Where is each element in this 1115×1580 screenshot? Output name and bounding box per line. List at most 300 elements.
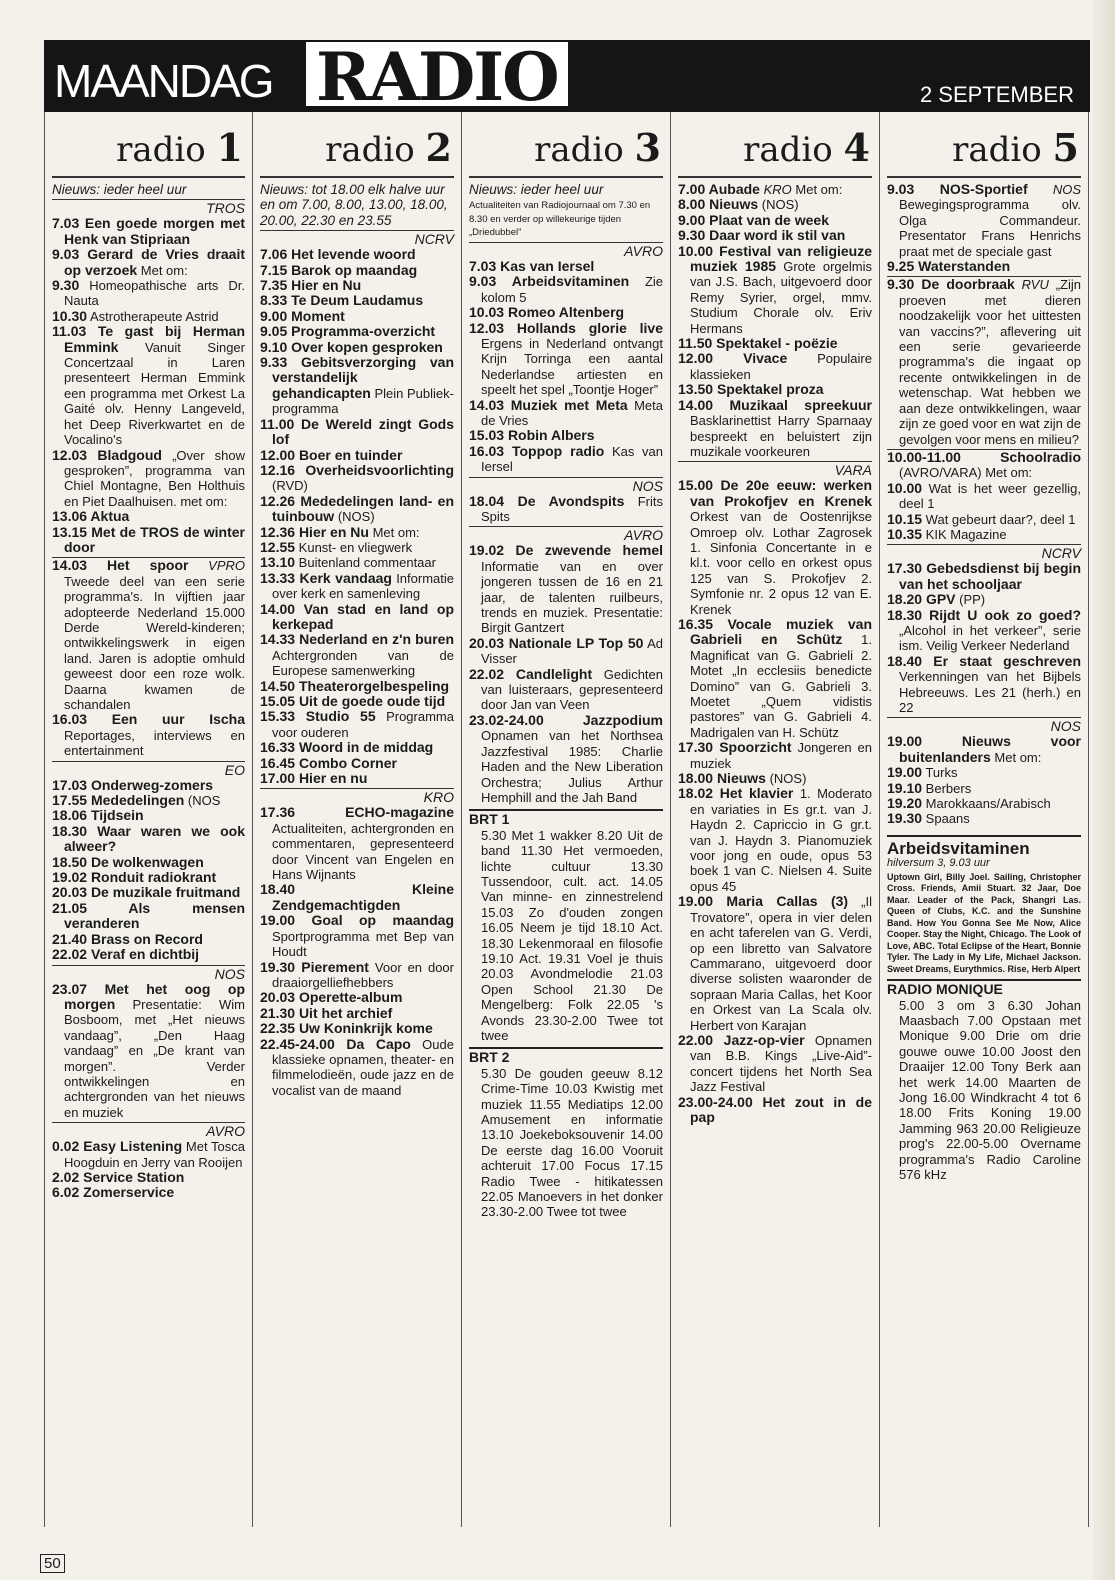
broadcaster-label: NOS xyxy=(887,717,1081,734)
program-broadcaster: RVU xyxy=(1021,277,1049,293)
program-time: 21.05 xyxy=(52,899,88,916)
program-entry xyxy=(678,739,873,771)
program-time: 6.02 xyxy=(52,1184,80,1201)
program-broadcaster: VPRO xyxy=(208,558,245,574)
program-title: Een goede morgen met Henk van Stipriaan xyxy=(64,215,245,247)
program-time: 14.33 xyxy=(260,631,296,648)
program-time: 13.50 xyxy=(678,381,714,398)
program-description: Ergens in Nederland ontvangt Krijn Torringa een aantal Nederlandse artiesten en speelt het spel „Toontje Hoger” xyxy=(481,335,663,398)
program-heading xyxy=(887,276,1015,292)
program-time: 18.40 xyxy=(260,881,296,898)
section-heading: BRT 2 xyxy=(469,1047,663,1065)
program-time: 13.10 xyxy=(260,554,296,571)
program-entry xyxy=(260,492,455,525)
program-heading xyxy=(260,631,454,647)
program-description: Achtergronden van de Europese samenwerking xyxy=(272,647,454,679)
program-title: Aktua xyxy=(90,508,130,525)
program-description: (NOS) xyxy=(337,509,375,525)
program-heading xyxy=(52,884,240,900)
program-time: 22.00 xyxy=(678,1031,714,1048)
program-description: (RVD) xyxy=(272,478,308,494)
program-heading xyxy=(887,607,1081,623)
program-title: De doorbraak xyxy=(921,276,1015,293)
program-entry xyxy=(678,381,872,398)
program-time: 9.00 xyxy=(260,307,288,324)
program-entry xyxy=(887,764,1081,781)
program-heading xyxy=(260,277,361,293)
program-heading xyxy=(260,1036,411,1052)
program-time: 19.30 xyxy=(887,810,923,827)
program-description: Meta de Vries xyxy=(481,397,663,428)
program-description: Met om: xyxy=(795,182,843,197)
program-title: Candlelight xyxy=(515,665,593,682)
program-description: (AVRO/VARA) Met om: xyxy=(899,465,1033,481)
header-date: 2 SEPTEMBER xyxy=(919,82,1074,107)
program-heading xyxy=(260,881,454,912)
program-heading xyxy=(678,181,760,197)
broadcaster-label: NOS xyxy=(52,965,245,982)
program-heading xyxy=(469,258,594,274)
program-title: Kas van Iersel xyxy=(500,257,595,274)
program-heading xyxy=(260,539,295,555)
program-title: Spektakel proza xyxy=(716,381,824,398)
station-number: 4 xyxy=(843,125,870,170)
program-entry xyxy=(260,538,454,555)
program-time: 20.03 xyxy=(52,884,88,901)
program-entry xyxy=(469,427,663,444)
program-entry xyxy=(469,319,664,398)
program-description: Sportprogramma met Bep van Houdt xyxy=(272,928,454,960)
program-heading xyxy=(887,810,922,826)
program-heading xyxy=(678,381,824,397)
program-description: Tweede deel van een serie programma's. In vijftien jaar adopteerde Nederland 15.000 Derde Wereld-kinderen; ontwikkelingswerk in eigen land. Jaren is adoptie omhuld geweest door een roze wolk. Daarna kwamen de schandalen xyxy=(64,573,245,712)
program-heading xyxy=(887,560,1081,591)
broadcaster-label: AVRO xyxy=(469,242,663,259)
program-title: Studio 55 xyxy=(305,708,376,725)
program-heading xyxy=(678,616,872,647)
station-column-1 xyxy=(44,112,253,1527)
program-description: (NOS) xyxy=(769,771,807,787)
program-heading xyxy=(887,480,922,496)
program-time: 19.00 xyxy=(887,764,923,781)
broadcaster-label: NCRV xyxy=(887,544,1081,561)
program-title: Muziek met Meta xyxy=(510,396,628,413)
station-heading xyxy=(469,112,663,178)
program-entry xyxy=(260,277,454,294)
program-heading xyxy=(469,443,604,459)
program-heading xyxy=(52,900,245,931)
program-time: 16.45 xyxy=(260,754,296,771)
program-description: Buitenland commentaar xyxy=(298,555,436,571)
program-time: 17.55 xyxy=(52,792,88,809)
program-entry xyxy=(887,652,1081,716)
program-time: 9.33 xyxy=(260,354,288,371)
program-title: Het klavier xyxy=(719,785,794,802)
program-description: (PP) xyxy=(959,592,986,608)
program-entry xyxy=(260,446,454,463)
program-time: 16.35 xyxy=(678,615,714,632)
program-entry xyxy=(52,807,245,824)
program-time: 19.10 xyxy=(887,779,923,796)
program-entry xyxy=(469,304,663,321)
program-time: 8.00 xyxy=(678,196,706,213)
program-title: Schoolradio xyxy=(1000,448,1081,465)
program-description: Met om: xyxy=(372,524,420,540)
program-time: 10.15 xyxy=(887,510,923,527)
program-title: Vocale muziek van Gabrieli en Schütz xyxy=(690,615,872,648)
program-time: 11.00 xyxy=(260,415,295,432)
program-title: Programma-overzicht xyxy=(291,323,436,340)
program-heading xyxy=(469,542,663,558)
station-heading xyxy=(52,112,245,178)
program-entry xyxy=(678,396,872,460)
program-title: Het zout in de pap xyxy=(690,1093,872,1125)
program-title: Ronduit radiokrant xyxy=(90,869,217,886)
program-entry xyxy=(52,822,246,855)
program-entry xyxy=(52,446,245,510)
program-description: „Il Trovatore”, opera in vier delen en acht taferelen van G. Verdi, op een libretto van Salvatore Cammarano, uitgevoerd door diverse solisten waaronder de sopraan Maria Callas, het Koor en Orkest van La Scala olv. Herbert von Karajan xyxy=(690,894,872,1033)
program-entry xyxy=(260,292,454,309)
program-time: 7.00 xyxy=(678,181,706,197)
program-entry xyxy=(678,615,872,740)
program-title: Robin Albers xyxy=(507,427,595,444)
program-entry xyxy=(678,477,872,617)
program-title: Een uur Ischa xyxy=(111,711,245,728)
program-time: 14.00 xyxy=(678,396,714,413)
program-heading xyxy=(52,1184,174,1200)
schedule-paragraph: 5.00 3 om 3 6.30 Johan Maasbach 7.00 Opstaan met Monique 9.00 Drie om drie gouwe ouwe 10.00 Joost den Draaijer 12.00 Tony Berk aan het werk 14.00 Maarten de Jong 16.00 Windkracht 4 tot 6 18.00 Frits Koning 19.00 Jamming 963 20.00 Religieuze prog's 22.00-5.00 Overname programma's Radio Caroline 576 kHz xyxy=(899,997,1081,1183)
program-heading xyxy=(52,508,129,524)
broadcaster-label: AVRO xyxy=(469,526,663,543)
program-title: Met de TROS de winter door xyxy=(64,523,246,555)
program-title: Veraf en dichtbij xyxy=(90,946,200,963)
program-time: 10.00-11.00 xyxy=(887,448,961,465)
program-title: Hier en nu xyxy=(298,770,368,787)
program-time: 19.00 xyxy=(260,912,296,929)
program-heading xyxy=(260,601,454,632)
program-time: 10.30 xyxy=(52,307,88,324)
program-heading xyxy=(260,755,397,771)
program-heading xyxy=(260,308,345,324)
program-title: Hollands glorie live xyxy=(516,319,664,336)
program-entry xyxy=(887,810,1081,827)
program-entry xyxy=(678,770,872,787)
program-entry xyxy=(260,246,454,263)
program-heading xyxy=(260,524,369,540)
program-entry xyxy=(260,677,454,694)
program-entry xyxy=(887,525,1081,542)
program-entry xyxy=(52,853,245,870)
program-title: Operette-album xyxy=(298,989,403,1006)
program-heading xyxy=(260,708,376,724)
station-number: 5 xyxy=(1052,125,1079,170)
program-time: 7.35 xyxy=(260,277,288,294)
program-entry xyxy=(260,754,454,771)
program-time: 19.00 xyxy=(678,893,714,910)
program-entry xyxy=(260,261,454,278)
program-title: Barok op maandag xyxy=(291,261,418,278)
program-heading xyxy=(887,653,1081,669)
program-time: 7.03 xyxy=(52,215,80,232)
program-title: Hier en Nu xyxy=(291,277,362,294)
program-title: Over kopen gesproken xyxy=(291,338,443,355)
program-description: Voor en door draaiorgelliefhebbers xyxy=(272,959,454,990)
station-column-4 xyxy=(671,112,880,1527)
program-description: Astrotherapeute Astrid xyxy=(89,308,219,324)
program-entry xyxy=(469,711,663,805)
program-entry xyxy=(678,893,872,1033)
program-heading xyxy=(469,320,663,336)
program-title: Tijdsein xyxy=(90,807,144,824)
program-entry xyxy=(260,631,454,679)
program-time: 17.30 xyxy=(678,739,714,756)
program-title: De 20e eeuw: werken van Prokofjev en Krenek xyxy=(690,477,872,509)
station-heading xyxy=(887,112,1081,178)
program-entry xyxy=(52,557,245,712)
program-time: 15.33 xyxy=(260,708,296,725)
program-description: Met Tosca Hoogduin en Jerry van Rooijen xyxy=(64,1139,245,1170)
program-heading xyxy=(887,449,1081,465)
program-title: Mededelingen land- en tuinbouw xyxy=(272,492,455,525)
program-description: „Over show gesproken”, programma van Chiel Montagne, Ben Holthuis en Piet Daalhuisen. met om: xyxy=(64,447,245,509)
program-time: 10.00 xyxy=(887,479,923,496)
program-broadcaster: NOS xyxy=(1052,182,1081,197)
program-entry xyxy=(260,1035,454,1099)
program-time: 9.30 xyxy=(887,276,915,293)
station-column-2 xyxy=(253,112,462,1527)
program-title: Te Deum Laudamus xyxy=(291,292,424,309)
program-time: 14.03 xyxy=(52,557,88,574)
program-entry xyxy=(678,181,872,197)
program-title: Boer en tuinder xyxy=(298,446,403,463)
program-entry xyxy=(469,665,663,713)
program-heading xyxy=(887,511,922,527)
program-heading xyxy=(469,427,595,443)
program-title: Vivace xyxy=(743,350,788,367)
program-title: Van stad en land op kerkepad xyxy=(272,600,454,632)
program-heading xyxy=(52,711,245,727)
program-time: 23.02-24.00 xyxy=(469,711,544,728)
program-entry xyxy=(260,912,454,960)
program-title: Woord in de middag xyxy=(298,739,434,756)
program-time: 10.03 xyxy=(469,304,505,321)
page-edge xyxy=(1093,0,1115,1580)
program-title: NOS-Sportief xyxy=(939,181,1028,197)
program-time: 16.03 xyxy=(52,711,88,728)
program-description: Zie kolom 5 xyxy=(481,274,663,305)
program-description: Verkenningen van het Bijbels Hebreeuws. Les 21 (herh.) en 22 xyxy=(899,669,1081,715)
program-entry xyxy=(260,1020,454,1037)
section-heading: RADIO MONIQUE xyxy=(887,979,1081,997)
program-heading xyxy=(260,570,392,586)
program-time: 17.00 xyxy=(260,770,296,787)
program-title: Muzikaal spreekuur xyxy=(729,396,872,413)
program-entry xyxy=(678,335,872,352)
program-time: 14.03 xyxy=(469,396,505,413)
program-description: Jongeren en muziek xyxy=(690,740,873,771)
broadcaster-label: AVRO xyxy=(52,1122,245,1139)
program-heading xyxy=(887,591,956,607)
program-entry xyxy=(52,246,245,278)
program-time: 15.03 xyxy=(469,427,505,444)
station-schedule xyxy=(52,182,245,1201)
program-title: Easy Listening xyxy=(83,1138,183,1155)
program-entry xyxy=(678,350,872,382)
program-heading xyxy=(52,1169,184,1185)
program-time: 9.30 xyxy=(678,227,706,244)
program-title: Maria Callas (3) xyxy=(726,893,849,910)
program-time: 9.03 xyxy=(887,181,915,197)
station-schedule xyxy=(678,182,872,1125)
program-entry xyxy=(260,708,454,740)
program-description: Bewegingsprogramma olv. Olga Commandeur. Presentator Frans Henrichs praat met de speciale gast xyxy=(899,197,1081,259)
program-title: De wolkenwagen xyxy=(90,853,204,870)
program-title: Onderweg-zomers xyxy=(90,776,214,793)
program-entry xyxy=(887,779,1081,796)
program-time: 18.20 xyxy=(887,591,923,608)
program-time: 19.30 xyxy=(260,958,296,975)
broadcaster-label: VARA xyxy=(678,461,872,478)
program-entry xyxy=(260,338,454,355)
program-entry xyxy=(52,1184,245,1201)
program-entry xyxy=(678,785,872,894)
program-title: Mededelingen xyxy=(90,792,185,809)
program-time: 16.33 xyxy=(260,739,296,756)
program-heading xyxy=(469,304,624,320)
program-description: Programma voor ouderen xyxy=(272,709,454,740)
program-title: De zwevende hemel xyxy=(515,542,663,559)
program-time: 23.00-24.00 xyxy=(678,1093,753,1110)
program-heading xyxy=(52,869,216,885)
program-entry xyxy=(52,1168,245,1185)
program-title: GPV xyxy=(925,591,956,608)
program-entry xyxy=(52,1138,245,1170)
program-title: Nieuws xyxy=(716,770,766,787)
program-heading xyxy=(52,447,162,463)
program-title: De Avondspits xyxy=(517,492,625,509)
station-number: 2 xyxy=(425,125,452,170)
header-title: RADIO xyxy=(306,42,568,106)
program-time: 19.02 xyxy=(52,869,88,886)
program-heading xyxy=(678,893,848,909)
program-heading xyxy=(260,416,454,447)
program-time: 12.16 xyxy=(260,461,296,478)
program-heading xyxy=(52,946,199,962)
program-description: Populaire klassieken xyxy=(690,351,872,382)
program-heading xyxy=(260,554,295,570)
program-entry xyxy=(260,804,454,883)
program-entry xyxy=(678,242,873,336)
program-time: 7.03 xyxy=(469,257,497,274)
program-time: 20.03 xyxy=(260,989,296,1006)
program-title: Waterstanden xyxy=(918,258,1011,275)
program-entry xyxy=(52,930,245,947)
program-description: Reportages, interviews en entertainment xyxy=(64,727,245,759)
program-time: 9.25 xyxy=(887,258,915,275)
program-description: Presentatie: Wim Bosboom, met „Het nieuws vandaag”, „Den Haag vandaag” en „De krant van morgen”. Verder ontwikkelingen en achtergronden van het nieuws en muziek xyxy=(64,996,245,1120)
program-entry xyxy=(260,770,454,787)
station-name: radio xyxy=(743,130,833,170)
program-description: Frits Spits xyxy=(481,493,663,524)
program-time: 18.02 xyxy=(678,785,714,802)
program-entry xyxy=(469,542,663,636)
program-description: Opnamen van het Northsea Jazzfestival 1985: Charlie Haden and the New Liberation Orchestra; Julius Arthur Hemphill and the Jah Band xyxy=(481,728,663,805)
program-description: Met om: xyxy=(140,262,188,278)
program-description: Kunst- en vliegwerk xyxy=(298,539,413,555)
program-entry xyxy=(52,869,245,886)
program-heading xyxy=(52,215,245,246)
program-time: 17.36 xyxy=(260,804,296,821)
program-entry xyxy=(52,523,246,556)
program-heading xyxy=(52,792,184,808)
program-time: 22.02 xyxy=(469,665,505,682)
program-time: 12.00 xyxy=(678,350,714,367)
program-description: Vanuit Singer Concertzaal in Laren presenteert Herman Emmink een programma met Orkest La Gaité olv. Henny Langeveld, het Deep Riverkwartet en de Vocalino's xyxy=(64,339,245,448)
program-time: 18.00 xyxy=(678,770,714,787)
program-title: Kleine Zendgemachtigden xyxy=(272,881,454,913)
program-time: 9.30 xyxy=(52,277,80,294)
station-number: 3 xyxy=(634,125,661,170)
program-heading xyxy=(678,1094,872,1125)
arbeidsvitaminen-title: Arbeidsvitaminen xyxy=(887,835,1081,856)
program-entry xyxy=(52,946,245,963)
program-time: 18.04 xyxy=(469,492,505,509)
program-time: 19.00 xyxy=(887,733,923,750)
program-title: Spoorzicht xyxy=(719,739,792,756)
program-description: Kas van Iersel xyxy=(481,443,663,475)
program-description: Ad Visser xyxy=(481,635,663,667)
program-entry xyxy=(469,634,663,667)
program-heading xyxy=(469,712,663,728)
program-description: Turks xyxy=(925,765,958,781)
program-heading xyxy=(887,526,922,542)
program-heading xyxy=(469,635,643,651)
program-time: 18.50 xyxy=(52,853,88,870)
program-entry xyxy=(260,523,454,540)
program-time: 18.06 xyxy=(52,807,88,824)
program-description: Wat gebeurt daar?, deel 1 xyxy=(925,511,1076,527)
program-heading xyxy=(678,739,792,755)
schedule-paragraph: 5.30 Met 1 wakker 8.20 Uit de band 11.30 Het vermoeden, lichte cultuur 13.30 Tussendoor, cult. act. 14.05 Van minne- en zinnestrelend 15.03 Zo d'ouden zongen 16.05 Neem je tijd 18.10 Act. 18.30 Lekenmoraal en filosofie 19.10 Act. 19.31 Voel je thuis 20.03 Avondmelodie 21.03 Open School 21.30 De Mengelberg: Folk 22.05 's Avonds 23.30-2.00 Twee tot twee xyxy=(481,827,663,1043)
program-time: 14.50 xyxy=(260,677,296,694)
program-title: Bladgoud xyxy=(97,446,162,463)
page-header xyxy=(44,38,1090,116)
program-heading xyxy=(887,795,922,811)
program-entry xyxy=(52,323,245,448)
program-time: 13.15 xyxy=(52,523,88,540)
program-description: Wat is het weer gezellig, deel 1 xyxy=(899,480,1081,512)
program-heading xyxy=(887,181,1028,197)
program-entry xyxy=(260,461,454,494)
program-title: ECHO-magazine xyxy=(345,804,454,821)
program-entry xyxy=(52,215,245,247)
program-description: „Alcohol in het verkeer”, serie ism. Veilig Verkeer Nederland xyxy=(899,622,1081,654)
program-title: Service Station xyxy=(83,1168,185,1185)
program-entry xyxy=(260,569,454,602)
program-time: 0.02 xyxy=(52,1138,80,1155)
program-time: 12.36 xyxy=(260,523,296,540)
program-heading xyxy=(678,196,758,212)
program-heading xyxy=(260,693,445,709)
station-number: 1 xyxy=(216,125,243,170)
program-description: „Zijn proeven met dieren noodzakelijk voor het uittesten van vaccins?”, aflevering uit een serie gevarieerde programma's die ingaat op recente ontwikkelingen in de wetenschap. Wat hebben we aan deze ontwikkelingen, waar zijn ze goed voor en wat zijn de gevolgen voor mens en milieu? xyxy=(899,277,1081,447)
program-entry xyxy=(260,354,454,417)
program-time: 22.35 xyxy=(260,1020,296,1037)
program-title: Toppop radio xyxy=(511,442,605,459)
program-time: 21.30 xyxy=(260,1004,296,1021)
broadcaster-label: NOS xyxy=(469,477,663,494)
program-title: Waar waren we ook alweer? xyxy=(64,822,246,855)
